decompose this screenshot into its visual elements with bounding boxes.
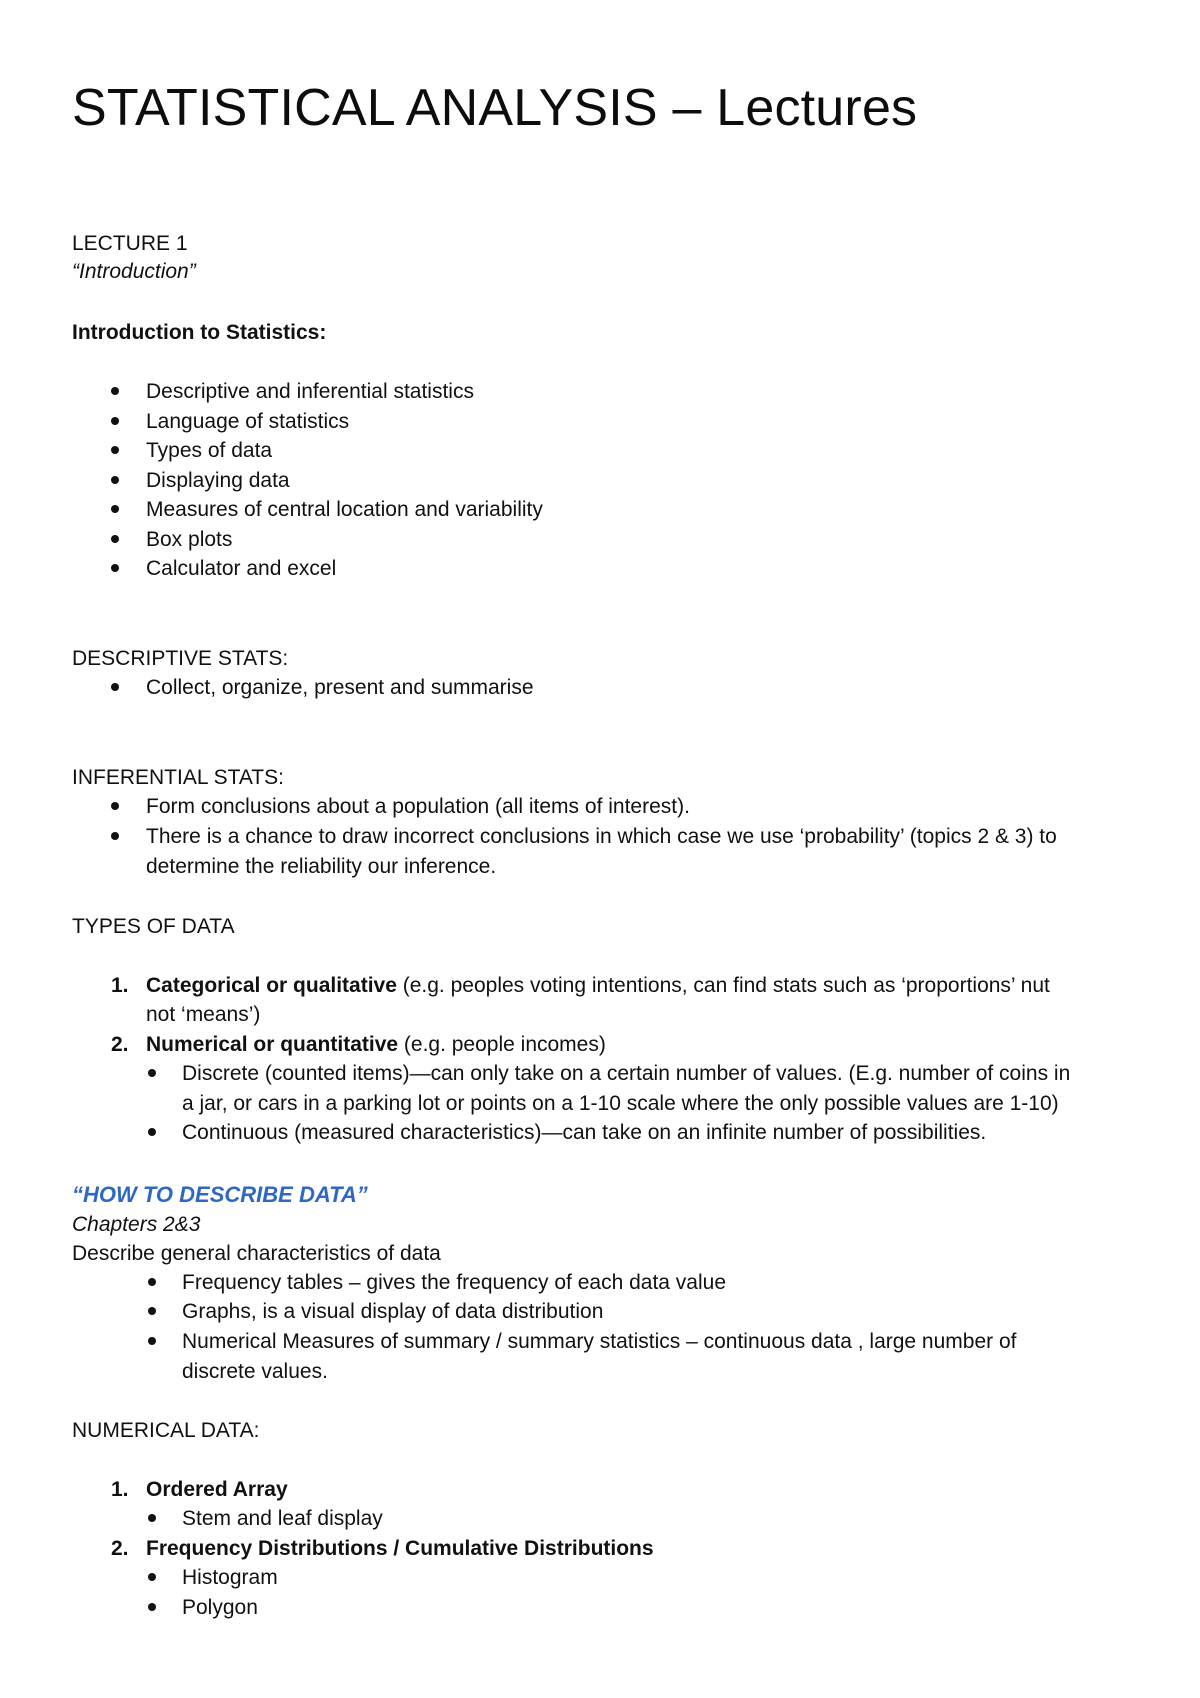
list-item: Collect, organize, present and summarise	[146, 676, 534, 699]
list-number: 2.	[111, 1033, 129, 1056]
document-title: STATISTICAL ANALYSIS – Lectures	[72, 79, 918, 137]
describe-line: Describe general characteristics of data	[72, 1242, 441, 1265]
list-item: Graphs, is a visual display of data distribution	[182, 1300, 604, 1323]
bullet-icon	[111, 387, 119, 395]
list-number: 1.	[111, 974, 129, 997]
lecture-label: LECTURE 1	[72, 232, 188, 255]
list-item: Box plots	[146, 528, 233, 551]
numerical-item: Frequency Distributions / Cumulative Distributions	[146, 1537, 654, 1560]
bullet-icon	[111, 417, 119, 425]
list-item: Form conclusions about a population (all items of interest).	[146, 795, 690, 818]
bullet-icon	[148, 1307, 156, 1315]
list-item: There is a chance to draw incorrect conclusions in which case we use ‘probability’ (topics 2 & 3) to	[146, 825, 1057, 848]
bullet-icon	[111, 535, 119, 543]
bullet-icon	[111, 476, 119, 484]
bullet-icon	[148, 1128, 156, 1136]
type-item	[146, 1034, 606, 1055]
type-description: (e.g. peoples voting intentions, can find stats such as ‘proportions’ nut	[396, 974, 1050, 997]
types-heading: TYPES OF DATA	[72, 915, 235, 938]
bullet-icon	[111, 802, 119, 810]
bullet-icon	[148, 1069, 156, 1077]
lecture-subtitle: “Introduction”	[72, 260, 196, 283]
list-item: Discrete (counted items)—can only take on a certain number of values. (E.g. number of coins in	[182, 1062, 1071, 1085]
chapters-label: Chapters 2&3	[72, 1213, 201, 1236]
type-label: Categorical or qualitative	[146, 974, 397, 997]
bullet-icon	[111, 832, 119, 840]
bullet-icon	[111, 505, 119, 513]
bullet-icon	[111, 446, 119, 454]
bullet-icon	[148, 1573, 156, 1581]
type-description: (e.g. people incomes)	[398, 1033, 606, 1056]
list-item: Language of statistics	[146, 410, 350, 433]
list-item: Continuous (measured characteristics)—can take on an infinite number of possibilities.	[182, 1121, 987, 1144]
list-item: Measures of central location and variability	[146, 498, 543, 521]
numerical-item: Ordered Array	[146, 1478, 288, 1501]
bullet-icon	[148, 1278, 156, 1286]
bullet-icon	[148, 1337, 156, 1345]
type-continuation: not ‘means’)	[146, 1003, 261, 1026]
bullet-icon	[148, 1603, 156, 1611]
list-number: 1.	[111, 1478, 129, 1501]
list-item: Histogram	[182, 1566, 278, 1589]
bullet-icon	[111, 683, 119, 691]
inferential-heading: INFERENTIAL STATS:	[72, 766, 284, 789]
intro-heading: Introduction to Statistics:	[72, 321, 327, 344]
list-item-continuation: determine the reliability our inference.	[146, 855, 497, 878]
list-item-continuation: discrete values.	[182, 1360, 328, 1383]
bullet-icon	[148, 1514, 156, 1522]
list-item: Types of data	[146, 439, 273, 462]
descriptive-heading: DESCRIPTIVE STATS:	[72, 647, 289, 670]
list-item: Polygon	[182, 1596, 258, 1619]
list-item: Frequency tables – gives the frequency of each data value	[182, 1271, 727, 1294]
list-number: 2.	[111, 1537, 129, 1560]
how-heading: “HOW TO DESCRIBE DATA”	[72, 1182, 368, 1207]
type-item	[146, 975, 1050, 996]
list-item: Descriptive and inferential statistics	[146, 380, 474, 403]
type-label: Numerical or quantitative	[146, 1033, 399, 1056]
list-item: Stem and leaf display	[182, 1507, 383, 1530]
list-item: Calculator and excel	[146, 557, 337, 580]
list-item: Numerical Measures of summary / summary statistics – continuous data , large number of	[182, 1330, 1017, 1353]
numerical-data-heading: NUMERICAL DATA:	[72, 1419, 260, 1442]
list-item-continuation: a jar, or cars in a parking lot or points on a 1-10 scale where the only possible values are 1-10)	[182, 1092, 1059, 1115]
bullet-icon	[111, 564, 119, 572]
list-item: Displaying data	[146, 469, 290, 492]
